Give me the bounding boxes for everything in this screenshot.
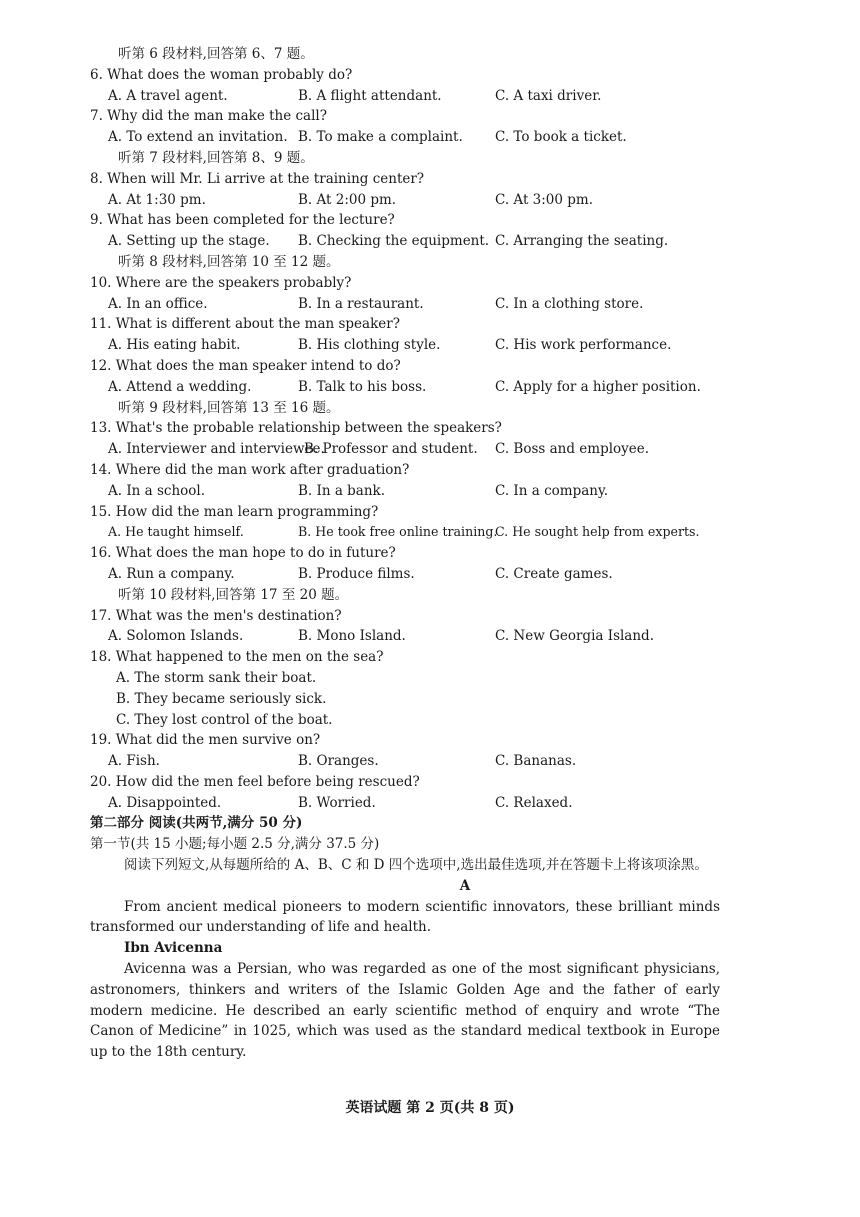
reading-instruction: 阅读下列短文,从每题所给的 A、B、C 和 D 四个选项中,选出最佳选项,并在答题卡上将该项涂黑。 <box>124 857 708 874</box>
section-one-heading: 第一节(共 15 小题;每小题 2.5 分,满分 37.5 分) <box>90 836 380 853</box>
option-19b: B. Oranges. <box>298 753 379 770</box>
options-11 <box>90 335 720 356</box>
page-footer: 英语试题 第 2 页(共 8 页) <box>345 1100 515 1116</box>
passage-subhead: Ibn Avicenna <box>124 940 223 957</box>
option-20a: A. Disappointed. <box>108 794 222 811</box>
option-12a: A. Attend a wedding. <box>108 378 252 395</box>
option-13c: C. Boss and employee. <box>495 441 650 458</box>
options-14 <box>90 481 720 502</box>
passage-body: Avicenna was a Persian, who was regarded as one of the most significant physicians, astronomers, thinkers and writers of the Islamic Golden Age and the father of early modern medicine. He described an early scientific method of enquiry and wrote “The Canon of Medicine” in 1025, which was used as the standard medical textbook in Europe up to the 18th century. <box>90 961 720 1061</box>
option-16b: B. Produce films. <box>298 565 415 582</box>
section-header-7: 听第 7 段材料,回答第 8、9 题。 <box>118 149 314 166</box>
option-6a: A. A travel agent. <box>108 87 228 104</box>
option-18a: A. The storm sank their boat. <box>116 669 317 686</box>
options-9 <box>90 231 720 252</box>
options-20 <box>90 793 720 814</box>
option-6b: B. A flight attendant. <box>298 87 442 104</box>
option-13a: A. Interviewer and interviewee. <box>108 441 325 458</box>
option-8a: A. At 1:30 pm. <box>108 191 206 208</box>
options-7 <box>90 127 720 148</box>
section-header-6: 听第 6 段材料,回答第 6、7 题。 <box>118 46 314 62</box>
question-11: 11. What is different about the man speaker? <box>90 316 400 333</box>
option-9a: A. Setting up the stage. <box>108 233 270 250</box>
option-12b: B. Talk to his boss. <box>298 378 427 395</box>
option-18c: C. They lost control of the boat. <box>116 711 333 728</box>
option-13b: B. Professor and student. <box>304 441 478 458</box>
option-11c: C. His work performance. <box>495 337 672 354</box>
option-11a: A. His eating habit. <box>108 337 241 354</box>
section-header-8: 听第 8 段材料,回答第 10 至 12 题。 <box>118 253 340 270</box>
option-7a: A. To extend an invitation. <box>108 129 288 146</box>
option-7b: B. To make a complaint. <box>298 129 463 146</box>
option-19c: C. Bananas. <box>495 753 577 770</box>
option-14b: B. In a bank. <box>298 482 386 499</box>
question-12: 12. What does the man speaker intend to do? <box>90 357 401 374</box>
question-6: 6. What does the woman probably do? <box>90 66 353 83</box>
option-17a: A. Solomon Islands. <box>108 628 244 645</box>
question-18: 18. What happened to the men on the sea? <box>90 649 384 666</box>
part-two-heading: 第二部分 阅读(共两节,满分 50 分) <box>90 815 303 832</box>
options-16 <box>90 564 720 585</box>
option-15b: B. He took free online training. <box>298 524 498 540</box>
option-6c: C. A taxi driver. <box>495 87 602 104</box>
option-17c: C. New Georgia Island. <box>495 628 654 645</box>
option-14a: A. In a school. <box>108 482 206 499</box>
option-10b: B. In a restaurant. <box>298 295 424 312</box>
option-15c: C. He sought help from experts. <box>495 524 700 540</box>
option-11b: B. His clothing style. <box>298 337 441 354</box>
options-15 <box>90 522 720 543</box>
option-8b: B. At 2:00 pm. <box>298 191 397 208</box>
options-19 <box>90 751 720 772</box>
passage-intro: From ancient medical pioneers to modern scientific innovators, these brilliant minds transformed our understanding of life and health. <box>90 898 720 936</box>
option-20c: C. Relaxed. <box>495 794 573 811</box>
option-18b: B. They became seriously sick. <box>116 690 327 707</box>
option-12c: C. Apply for a higher position. <box>495 378 701 395</box>
options-8 <box>90 190 720 211</box>
passage-letter: A <box>459 877 471 894</box>
options-17 <box>90 626 720 647</box>
option-9c: C. Arranging the seating. <box>495 233 669 250</box>
option-17b: B. Mono Island. <box>298 628 406 645</box>
question-14: 14. Where did the man work after graduation? <box>90 461 410 478</box>
option-15a: A. He taught himself. <box>108 524 244 540</box>
option-10a: A. In an office. <box>108 295 208 312</box>
options-12 <box>90 377 720 398</box>
section-header-9: 听第 9 段材料,回答第 13 至 16 题。 <box>118 399 340 416</box>
question-16: 16. What does the man hope to do in future? <box>90 545 396 562</box>
option-20b: B. Worried. <box>298 794 376 811</box>
options-13 <box>90 439 720 460</box>
question-17: 17. What was the men's destination? <box>90 607 342 624</box>
option-8c: C. At 3:00 pm. <box>495 191 594 208</box>
options-10 <box>90 294 720 315</box>
question-10: 10. Where are the speakers probably? <box>90 274 352 291</box>
option-9b: B. Checking the equipment. <box>298 233 490 250</box>
option-7c: C. To book a ticket. <box>495 129 627 146</box>
question-20: 20. How did the men feel before being rescued? <box>90 773 420 790</box>
option-19a: A. Fish. <box>108 753 160 770</box>
option-14c: C. In a company. <box>495 482 609 499</box>
question-9: 9. What has been completed for the lecture? <box>90 212 395 229</box>
question-7: 7. Why did the man make the call? <box>90 108 327 125</box>
question-13: 13. What's the probable relationship between the speakers? <box>90 420 502 437</box>
options-6 <box>90 86 720 107</box>
option-16a: A. Run a company. <box>108 565 235 582</box>
option-10c: C. In a clothing store. <box>495 295 644 312</box>
question-19: 19. What did the men survive on? <box>90 732 321 749</box>
question-8: 8. When will Mr. Li arrive at the training center? <box>90 170 425 187</box>
section-header-10: 听第 10 段材料,回答第 17 至 20 题。 <box>118 586 349 603</box>
option-16c: C. Create games. <box>495 565 613 582</box>
question-15: 15. How did the man learn programming? <box>90 503 379 520</box>
